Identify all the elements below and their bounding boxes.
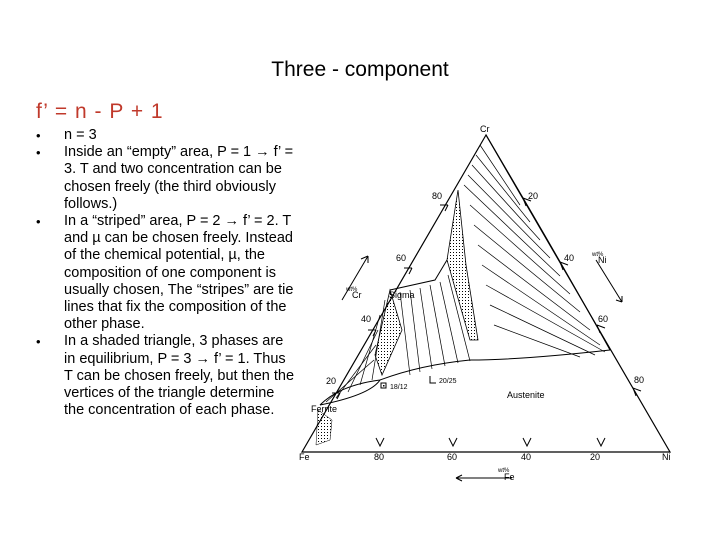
fe-axis-label: Fe (504, 472, 515, 482)
ferrite-shaded-strip (316, 410, 332, 445)
bottom-tick-label: 80 (374, 452, 385, 462)
left-tick-label: 20 (326, 376, 337, 386)
bullet-glyph: • (36, 145, 41, 161)
vertex-label-fe: Fe (299, 452, 310, 462)
bullet-text: In a shaded triangle, 3 phases are in equilibrium, P = 3 → f’ = 1. Thus T can be chosen freely, but then the vertices of the triangle determine the concentration of each phase. (64, 333, 295, 419)
slide-title: Three - component (271, 58, 449, 81)
ferrite-label: Ferrite (311, 404, 338, 414)
vertex-label-ni: Ni (662, 452, 671, 462)
bottom-tick-label: 40 (521, 452, 532, 462)
bullet-text: In a “striped” area, P = 2 → f’ = 2. T and µ can be chosen freely. Instead of the chemical potential, µ, the composition of one component is usually chosen, The “stripes” are tie lines that fix the composition of the other phase. (64, 213, 294, 333)
alloy-2025-label: 20/25 (439, 378, 457, 385)
cr-axis-label: Cr (352, 290, 362, 300)
three-phase-region-lower (375, 290, 402, 375)
bottom-tick-label: 20 (590, 452, 601, 462)
right-tick-label: 40 (564, 253, 575, 263)
phase-rule-heading: f’ = n - P + 1 (36, 100, 164, 123)
bullet-glyph: • (36, 128, 41, 143)
ternary-phase-diagram (296, 118, 696, 498)
bullet-text: n = 3 (64, 127, 97, 143)
ni-axis-unit: wt% (592, 252, 604, 258)
bullet-item (36, 333, 296, 419)
bullet-text: Inside an “empty” area, P = 1 → f’ = 3. T and two concentration can be chosen freely (the third obviously follows.) (64, 144, 294, 212)
fe-axis-unit: wt% (498, 468, 510, 474)
bullet-item (36, 144, 296, 213)
sigma-label: Sigma (389, 290, 415, 300)
alloy-1812-marker-dot (383, 385, 385, 387)
three-phase-region-upper (447, 190, 478, 340)
right-tick-label: 60 (598, 314, 609, 324)
alloy-2025-marker (430, 376, 436, 383)
bullet-item (36, 127, 296, 144)
vertex-label-cr: Cr (480, 124, 490, 134)
bottom-tick-label: 60 (447, 452, 458, 462)
bullet-list (36, 127, 296, 419)
right-tick-label: 20 (528, 191, 539, 201)
bullet-glyph: • (36, 334, 41, 350)
left-tick-label: 60 (396, 253, 407, 263)
cr-axis-unit: wt% (346, 287, 358, 293)
bullet-item (36, 213, 296, 333)
ni-axis-label: Ni (598, 255, 607, 265)
bullet-glyph: • (36, 214, 41, 230)
alloy-1812-label: 18/12 (390, 384, 408, 391)
austenite-label: Austenite (507, 390, 545, 400)
left-tick-label: 80 (432, 191, 443, 201)
left-tick-label: 40 (361, 314, 372, 324)
right-tick-label: 80 (634, 375, 645, 385)
bottom-ticks (376, 438, 605, 446)
